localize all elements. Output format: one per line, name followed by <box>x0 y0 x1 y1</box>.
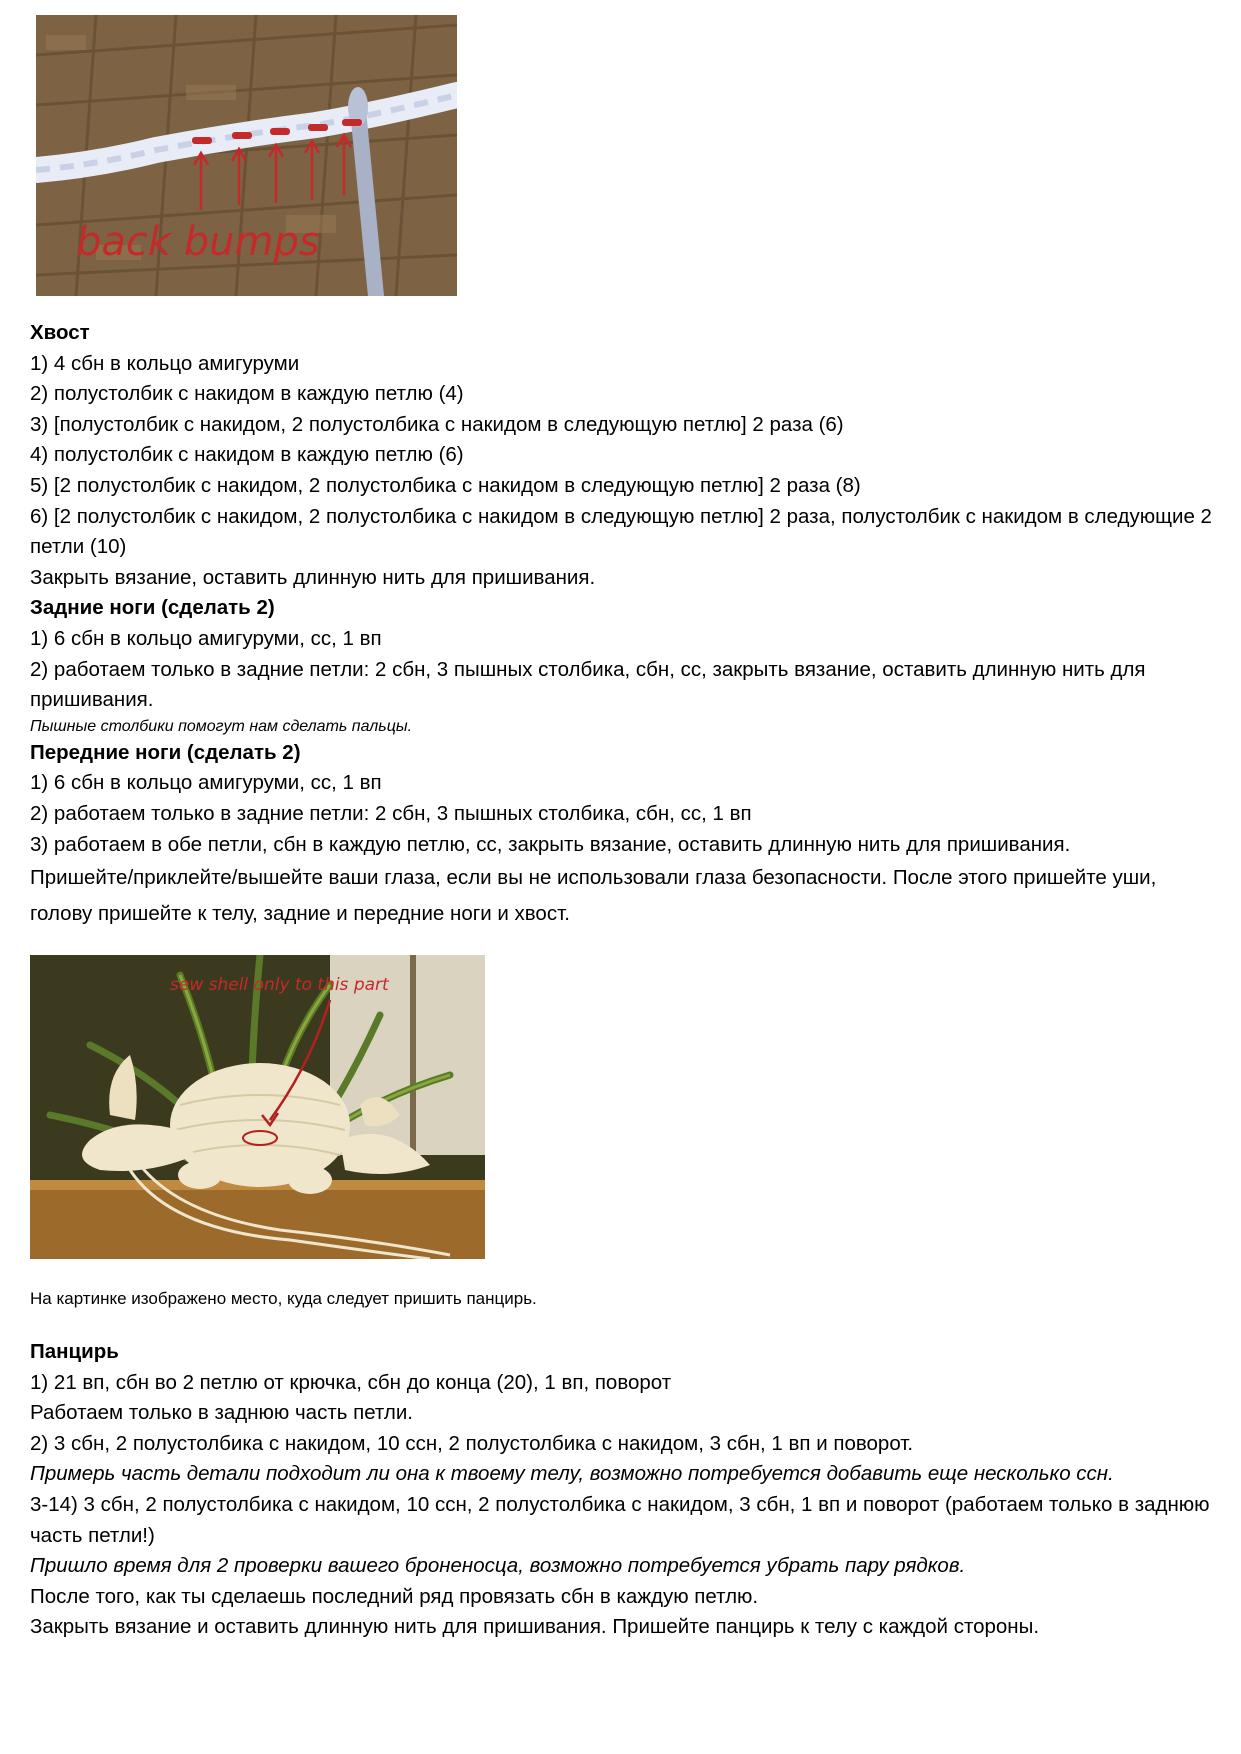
back-bumps-photo <box>36 15 457 296</box>
tail-row-1: 1) 4 сбн в кольцо амигуруми <box>30 351 300 375</box>
shell-section <box>30 1337 1220 1643</box>
shell-row-1: 1) 21 вп, сбн во 2 петлю от крючка, сбн до конца (20), 1 вп, поворот <box>30 1370 672 1394</box>
tail-finish: Закрыть вязание, оставить длинную нить для пришивания. <box>30 565 596 589</box>
back-legs-row-1: 1) 6 сбн в кольцо амигуруми, сс, 1 вп <box>30 626 382 650</box>
tail-section <box>30 318 1220 932</box>
shell-row-2: 2) 3 сбн, 2 полустолбика с накидом, 10 ссн, 2 полустолбика с накидом, 3 сбн, 1 вп и поворот. <box>30 1431 914 1455</box>
front-legs-row-2: 2) работаем только в задние петли: 2 сбн, 3 пышных столбика, сбн, сс, 1 вп <box>30 801 752 825</box>
tail-row-3: 3) [полустолбик с накидом, 2 полустолбика с накидом в следующую петлю] 2 раза (6) <box>30 412 844 436</box>
front-legs-heading: Передние ноги (сделать 2) <box>30 740 301 764</box>
shell-last-row: После того, как ты сделаешь последний ряд провязать сбн в каждую петлю. <box>30 1584 759 1608</box>
tail-row-6: 6) [2 полустолбик с накидом, 2 полустолбика с накидом в следующую петлю] 2 раза, полустолбик с накидом в следующие 2 петли (10) <box>30 504 1212 559</box>
shell-fit-check: Примерь часть детали подходит ли она к твоему телу, возможно потребуется добавить еще несколько ссн. <box>30 1462 1114 1486</box>
shell-rows-3-14: 3-14) 3 сбн, 2 полустолбика с накидом, 10 ссн, 2 полустолбика с накидом, 3 сбн, 1 вп и поворот (работаем только в заднюю часть петли!) <box>30 1492 1210 1547</box>
tail-row-5: 5) [2 полустолбик с накидом, 2 полустолбика с накидом в следующую петлю] 2 раза (8) <box>30 473 861 497</box>
shell-annotation: sew shell only to this part <box>170 975 389 995</box>
shell-note-back-loop: Работаем только в заднюю часть петли. <box>30 1401 413 1425</box>
back-legs-heading: Задние ноги (сделать 2) <box>30 596 275 620</box>
front-legs-row-3: 3) работаем в обе петли, сбн в каждую петлю, сс, закрыть вязание, оставить длинную нить для пришивания. <box>30 832 1071 856</box>
shell-finish: Закрыть вязание и оставить длинную нить для пришивания. Пришейте панцирь к телу с каждой стороны. <box>30 1615 1040 1639</box>
tail-row-2: 2) полустолбик с накидом в каждую петлю (4) <box>30 382 464 406</box>
tail-heading: Хвост <box>30 321 90 344</box>
armadillo-body-photo <box>30 955 485 1259</box>
shell-heading: Панцирь <box>30 1340 119 1363</box>
back-legs-row-2: 2) работаем только в задние петли: 2 сбн, 3 пышных столбика, сбн, сс, закрыть вязание, оставить длинную нить для пришивания. <box>30 657 1146 712</box>
assembly-instructions: Пришейте/приклейте/вышейте ваши глаза, если вы не использовали глаза безопасности. После этого пришейте уши, голову пришейте к телу, задние и передние ноги и хвост. <box>30 866 1157 926</box>
back-bumps-label: back bumps <box>76 219 320 265</box>
photo-caption: На картинке изображено место, куда следует пришить панцирь. <box>30 1289 537 1308</box>
front-legs-row-1: 1) 6 сбн в кольцо амигуруми, сс, 1 вп <box>30 771 382 795</box>
shell-second-check: Пришло время для 2 проверки вашего броненосца, возможно потребуется убрать пару рядков. <box>30 1554 966 1578</box>
shell-caption <box>30 1284 1220 1315</box>
back-legs-note: Пышные столбики помогут нам сделать пальцы. <box>30 717 413 735</box>
tail-row-4: 4) полустолбик с накидом в каждую петлю (6) <box>30 443 464 467</box>
